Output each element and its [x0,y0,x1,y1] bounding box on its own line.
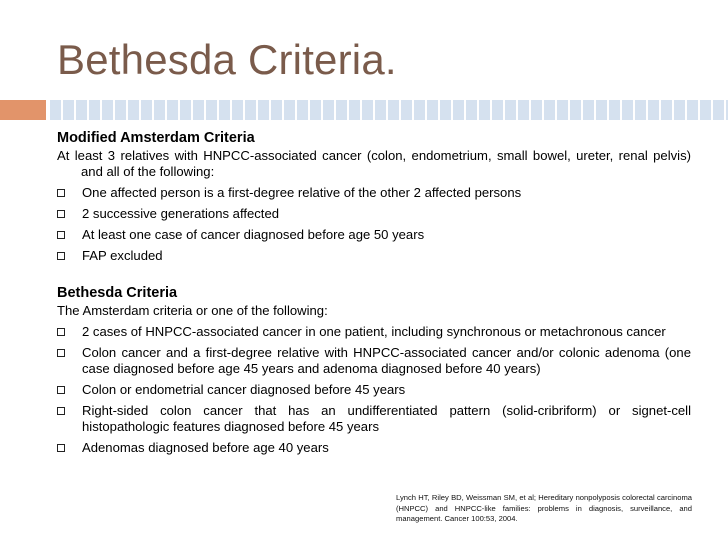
amsterdam-list [57,185,691,264]
amsterdam-intro: At least 3 relatives with HNPCC-associated cancer (colon, endometrium, small bowel, ureter, renal pelvis) and all of the following: [57,148,691,179]
list-item-text: 2 cases of HNPCC-associated cancer in one patient, including synchronous or metachronous cancer [82,324,666,339]
list-item-text: FAP excluded [82,248,163,263]
list-item [57,206,691,222]
list-item-text: One affected person is a first-degree relative of the other 2 affected persons [82,185,522,200]
square-bullet-icon [57,189,65,197]
square-bullet-icon [57,407,65,415]
bethesda-intro: The Amsterdam criteria or one of the following: [57,303,328,318]
bethesda-heading: Bethesda Criteria [57,285,178,301]
list-item [57,440,691,456]
blue-striped-bar [50,100,728,120]
list-item [57,248,691,264]
amsterdam-heading: Modified Amsterdam Criteria [57,130,255,146]
citation: Lynch HT, Riley BD, Weissman SM, et al; Hereditary nonpolyposis colorectal carcinoma (HNPCC) and HNPCC-like families: problems in diagnosis, surveillance, and management. Cancer 100:53, 2004. [396,493,692,523]
list-item-text: Colon or endometrial cancer diagnosed before 45 years [82,382,406,397]
slide-body [57,128,691,456]
list-item-text: Adenomas diagnosed before age 40 years [82,440,329,455]
bethesda-list [57,324,691,456]
list-item [57,227,691,243]
list-item [57,382,691,398]
square-bullet-icon [57,386,65,394]
square-bullet-icon [57,328,65,336]
list-item [57,345,691,377]
decorative-band [0,100,728,120]
square-bullet-icon [57,444,65,452]
list-item-text: Right-sided colon cancer that has an undifferentiated pattern (solid-cribriform) or signet-cell histopathologic features diagnosed before 45 years [82,403,691,434]
square-bullet-icon [57,252,65,260]
square-bullet-icon [57,210,65,218]
slide-title: Bethesda Criteria. [57,36,397,83]
square-bullet-icon [57,231,65,239]
list-item [57,324,691,340]
list-item [57,185,691,201]
list-item [57,403,691,435]
orange-accent-block [0,100,46,120]
list-item-text: 2 successive generations affected [82,206,280,221]
square-bullet-icon [57,349,65,357]
list-item-text: Colon cancer and a first-degree relative with HNPCC-associated cancer and/or colonic adenoma (one case diagnosed before age 45 years and adenoma diagnosed before 40 years) [82,345,691,376]
list-item-text: At least one case of cancer diagnosed before age 50 years [82,227,425,242]
